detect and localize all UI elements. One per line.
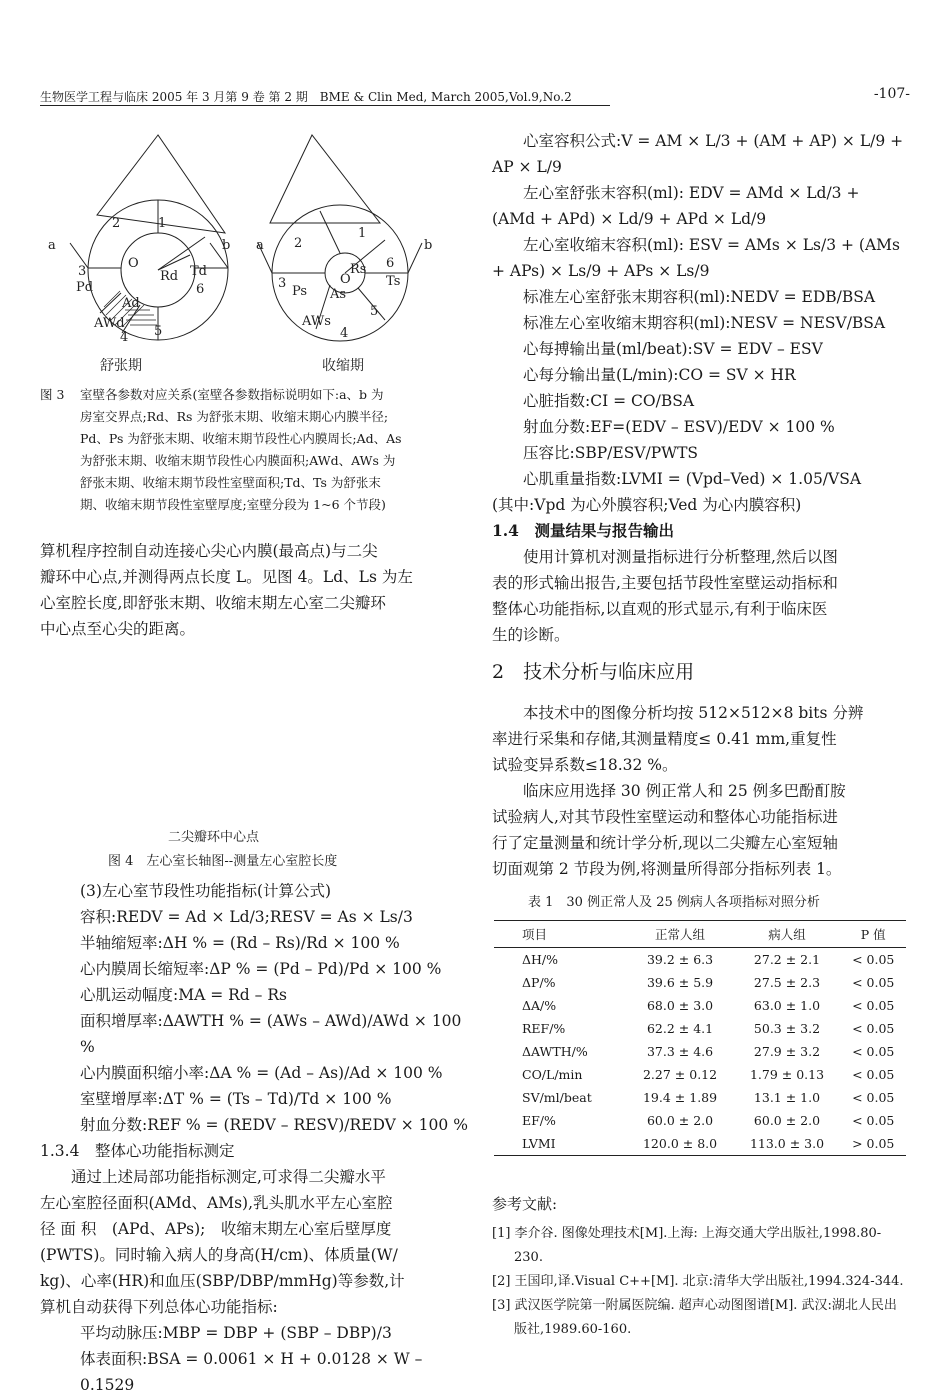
text-line: 左心室腔径面积(AMd、AMs),乳头肌水平左心室腔 — [40, 1194, 393, 1212]
references-list — [492, 1222, 908, 1342]
formula-line: 心每搏输出量(ml/beat):SV = EDV – ESV — [523, 340, 823, 358]
figure-3-caption — [40, 384, 460, 516]
text-line: 本技术中的图像分析均按 512×512×8 bits 分辨 — [523, 704, 864, 722]
table-cell: 39.2 ± 6.3 — [646, 952, 714, 967]
label-Td: Td — [190, 264, 207, 279]
table-cell: 113.0 ± 3.0 — [734, 1132, 841, 1156]
reference-item: [1] 李介谷. 图像处理技术[M].上海: 上海交通大学出版社,1998.80-230. — [492, 1226, 882, 1265]
text-line: 使用计算机对测量指标进行分析整理,然后以图 — [523, 548, 838, 566]
formula-line: 体表面积:BSA = 0.0061 × H + 0.0128 × W – 0.1529 — [80, 1350, 423, 1394]
table-row — [494, 1040, 906, 1063]
table-1-caption: 表 1 30 例正常人及 25 例病人各项指标对照分析 — [528, 895, 820, 910]
formula-line: AP × L/9 — [492, 158, 562, 176]
table-cell: < 0.05 — [852, 1021, 895, 1036]
text-line: 算机自动获得下列总体心功能指标: — [40, 1298, 278, 1316]
section-14-title: 1.4 测量结果与报告输出 — [492, 521, 674, 540]
table-cell: > 0.05 — [840, 1132, 906, 1156]
formula-line: 标准左心室舒张末期容积(ml):NEDV = EDB/BSA — [523, 288, 876, 306]
formula-note: (其中:Vpd 为心外膜容积;Ved 为心内膜容积) — [492, 496, 802, 514]
text-line: (PWTS)。同时输入病人的身高(H/cm)、体质量(W/ — [40, 1246, 398, 1264]
table-cell: 68.0 ± 3.0 — [646, 998, 714, 1013]
table-cell: REF/% — [522, 1021, 566, 1036]
formula-line: 心内膜周长缩短率:ΔP % = (Pd – Pd)/Pd × 100 % — [80, 960, 442, 978]
header-rule — [40, 105, 610, 106]
label-Rs: Rs — [350, 262, 367, 277]
formula-line: 心每分输出量(L/min):CO = SV × HR — [523, 366, 796, 384]
table-cell: 27.2 ± 2.1 — [753, 952, 821, 967]
table-row — [494, 1063, 906, 1086]
table-1 — [494, 920, 906, 1156]
table-cell: 62.2 ± 4.1 — [646, 1021, 714, 1036]
text-line: kg)、心率(HR)和血压(SBP/DBP/mmHg)等参数,计 — [40, 1272, 405, 1290]
text-line: 试验病人,对其节段性室壁运动和整体心功能指标进 — [492, 808, 838, 826]
table-cell: 60.0 ± 2.0 — [753, 1113, 821, 1128]
caption-line: Pd、Ps 为舒张末期、收缩末期节段性心内膜周长;Ad、As — [80, 431, 402, 446]
text-line: 试验变异系数≤18.32 %。 — [492, 756, 678, 774]
table-row — [494, 948, 906, 972]
caption-line: 期、收缩末期节段性室壁厚度;室壁分段为 1~6 个节段) — [80, 497, 386, 512]
label-seg1-left: 1 — [158, 216, 167, 231]
label-seg5-left: 5 — [154, 324, 163, 339]
formula-line: 射血分数:REF % = (REDV – RESV)/REDV × 100 % — [80, 1116, 468, 1134]
label-seg4-right: 4 — [340, 326, 349, 341]
right-column-formulas — [492, 128, 910, 648]
table-cell: < 0.05 — [852, 952, 895, 967]
reference-item: [2] 王国印,译.Visual C++[M]. 北京:清华大学出版社,1994.324-344. — [492, 1274, 904, 1289]
label-Rd: Rd — [160, 269, 179, 284]
table-cell: LVMI — [494, 1132, 627, 1156]
label-seg2-left: 2 — [112, 216, 121, 231]
label-seg1-right: 1 — [358, 226, 367, 241]
text-line: 心室腔长度,即舒张末期、收缩末期左心室二尖瓣环 — [40, 594, 386, 612]
table-row — [494, 971, 906, 994]
table-cell: 37.3 ± 4.6 — [646, 1044, 714, 1059]
table-cell: ΔAWTH/% — [522, 1044, 588, 1059]
formula-line: 左心室舒张末容积(ml): EDV = AMd × Ld/3 + — [523, 184, 860, 202]
table-cell: 2.27 ± 0.12 — [642, 1067, 718, 1082]
figure-3-label: 图 3 — [40, 387, 65, 402]
formula-line: 心肌运动幅度:MA = Rd – Rs — [80, 986, 287, 1004]
references-title: 参考文献: — [492, 1195, 558, 1213]
table-header-row — [494, 921, 906, 948]
label-seg3-right: 3 — [278, 276, 287, 291]
page-number: -107- — [873, 86, 910, 102]
text-line: 临床应用选择 30 例正常人和 25 例多巴酚酊胺 — [523, 782, 846, 800]
label-Ps: Ps — [292, 284, 308, 299]
diastole-diagram — [70, 135, 231, 340]
formula-line: 左心室收缩末容积(ml): ESV = AMs × Ls/3 + (AMs — [523, 236, 900, 254]
table-cell: ΔP/% — [522, 975, 556, 990]
table-cell: 1.79 ± 0.13 — [749, 1067, 825, 1082]
table-cell: 27.5 ± 2.3 — [753, 975, 821, 990]
systole-label: 收缩期 — [322, 358, 364, 374]
text-line: 整体心功能指标,以直观的形式显示,有利于临床医 — [492, 600, 828, 618]
label-b-right: b — [424, 238, 433, 253]
label-Pd: Pd — [76, 280, 94, 295]
table-cell: 120.0 ± 8.0 — [627, 1132, 734, 1156]
label-b-left: b — [222, 238, 231, 253]
formula-line: 心脏指数:CI = CO/BSA — [523, 392, 695, 410]
text-line: 算机程序控制自动连接心尖心内膜(最高点)与二尖 — [40, 542, 378, 560]
table-cell: ΔH/% — [522, 952, 559, 967]
text-line: 行了定量测量和统计学分析,现以二尖瓣左心室短轴 — [492, 834, 838, 852]
table-cell: 39.6 ± 5.9 — [646, 975, 714, 990]
table-cell: 13.1 ± 1.0 — [753, 1090, 821, 1105]
formula-line: 心室容积公式:V = AM × L/3 + (AM + AP) × L/9 + — [523, 132, 904, 150]
formula-line: 容积:REDV = Ad × Ld/3;RESV = As × Ls/3 — [80, 908, 413, 926]
table-row — [494, 994, 906, 1017]
label-a-right: a — [256, 238, 264, 253]
text-line: 表的形式输出报告,主要包括节段性室壁运动指标和 — [492, 574, 838, 592]
formula-line: 心内膜面积缩小率:ΔA % = (Ad – As)/Ad × 100 % — [80, 1064, 443, 1082]
label-a-left: a — [48, 238, 56, 253]
table-cell: 63.0 ± 1.0 — [753, 998, 821, 1013]
table-row — [494, 1109, 906, 1132]
table-cell: EF/% — [522, 1113, 556, 1128]
label-O-right: O — [340, 272, 351, 287]
formula-line: + APs) × Ls/9 + APs × Ls/9 — [492, 262, 710, 280]
section-134-title: 1.3.4 整体心功能指标测定 — [40, 1142, 235, 1160]
label-seg5-right: 5 — [370, 304, 379, 319]
table-cell: 60.0 ± 2.0 — [646, 1113, 714, 1128]
running-header — [40, 88, 910, 106]
section-2-paragraphs — [492, 700, 910, 882]
label-Ts: Ts — [386, 274, 401, 289]
table-row — [494, 1132, 906, 1156]
figure-4-caption: 图 4 左心室长轴图--测量左心室腔长度 — [108, 854, 338, 869]
label-Ad: Ad — [122, 296, 140, 311]
table-header-cell: 病人组 — [734, 921, 841, 948]
table-header-cell: P 值 — [840, 921, 906, 948]
text-line: 通过上述局部功能指标测定,可求得二尖瓣水平 — [71, 1168, 386, 1186]
section-3-formulas — [40, 878, 470, 1398]
caption-line: 为舒张末期、收缩末期节段性心内膜面积;AWd、AWs 为 — [80, 453, 396, 468]
table-row — [494, 1017, 906, 1040]
label-AWd: AWd — [94, 316, 125, 331]
formula-line: 半轴缩短率:ΔH % = (Rd – Rs)/Rd × 100 % — [80, 934, 400, 952]
formula-line: 室壁增厚率:ΔT % = (Ts – Td)/Td × 100 % — [80, 1090, 392, 1108]
diastole-label: 舒张期 — [100, 358, 142, 374]
text-line: 瓣环中心点,并测得两点长度 L。见图 4。Ld、Ls 为左 — [40, 568, 413, 586]
table-header-cell: 正常人组 — [627, 921, 734, 948]
table-cell: 50.3 ± 3.2 — [753, 1021, 821, 1036]
formula-line: 标准左心室收缩末期容积(ml):NESV = NESV/BSA — [523, 314, 886, 332]
table-cell: < 0.05 — [852, 1067, 895, 1082]
text-line: 率进行采集和存储,其测量精度≤ 0.41 mm,重复性 — [492, 730, 837, 748]
table-cell: < 0.05 — [852, 975, 895, 990]
label-seg3-left: 3 — [78, 264, 87, 279]
table-cell: 19.4 ± 1.89 — [642, 1090, 718, 1105]
formula-line: 平均动脉压:MBP = DBP + (SBP – DBP)/3 — [80, 1324, 392, 1342]
table-cell: < 0.05 — [852, 1090, 895, 1105]
formula-line: 射血分数:EF=(EDV – ESV)/EDV × 100 % — [523, 418, 835, 436]
table-header-cell: 项目 — [494, 921, 627, 948]
text-line: 径 面 积 (APd、APs); 收缩末期左心室后壁厚度 — [40, 1220, 392, 1238]
table-row — [494, 1086, 906, 1109]
label-AWs: AWs — [302, 314, 331, 329]
table-cell: ΔA/% — [522, 998, 557, 1013]
label-seg2-right: 2 — [294, 236, 303, 251]
left-paragraph-1 — [40, 538, 460, 642]
formula-line: 心肌重量指数:LVMI = (Vpd–Ved) × 1.05/VSA — [523, 470, 862, 488]
text-line: 生的诊断。 — [492, 626, 570, 644]
figure-4-inner-label: 二尖瓣环中心点 — [168, 830, 260, 845]
table-cell: 27.9 ± 3.2 — [753, 1044, 821, 1059]
table-cell: CO/L/min — [522, 1067, 583, 1082]
label-seg4-left: 4 — [120, 330, 129, 345]
label-O-left: O — [128, 256, 139, 271]
text-line: 切面观第 2 节段为例,将测量所得部分指标列表 1。 — [492, 860, 842, 878]
reference-item: [3] 武汉医学院第一附属医院编. 超声心动图图谱[M]. 武汉:湖北人民出版社,1989.60-160. — [492, 1298, 897, 1337]
label-As: As — [330, 287, 347, 302]
caption-line: 室壁各参数对应关系(室壁各参数指标说明如下:a、b 为 — [80, 387, 384, 402]
formula-line: (AMd + APd) × Ld/9 + APd × Ld/9 — [492, 210, 767, 228]
systole-diagram — [258, 135, 422, 341]
table-cell: < 0.05 — [852, 1044, 895, 1059]
label-seg6-right: 6 — [386, 256, 395, 271]
label-seg6-left: 6 — [196, 282, 205, 297]
formula-line: 面积增厚率:ΔAWTH % = (AWs – AWd)/AWd × 100 % — [80, 1012, 462, 1056]
caption-line: 房室交界点;Rd、Rs 为舒张末期、收缩末期心内膜半径; — [80, 409, 389, 424]
section-3-title: (3)左心室节段性功能指标(计算公式) — [80, 882, 332, 900]
formula-line: 压容比:SBP/ESV/PWTS — [523, 444, 699, 462]
figure-3-diagram — [40, 125, 490, 375]
caption-line: 舒张末期、收缩末期节段性室壁面积;Td、Ts 为舒张末 — [80, 475, 381, 490]
table-cell: SV/ml/beat — [522, 1090, 592, 1105]
text-line: 中心点至心尖的距离。 — [40, 620, 196, 638]
journal-info: 生物医学工程与临床 2005 年 3 月第 9 卷 第 2 期 BME & Clin Med, March 2005,Vol.9,No.2 — [40, 90, 572, 104]
table-cell: < 0.05 — [852, 1113, 895, 1128]
table-cell: < 0.05 — [852, 998, 895, 1013]
section-2-title: 2 技术分析与临床应用 — [492, 661, 695, 683]
